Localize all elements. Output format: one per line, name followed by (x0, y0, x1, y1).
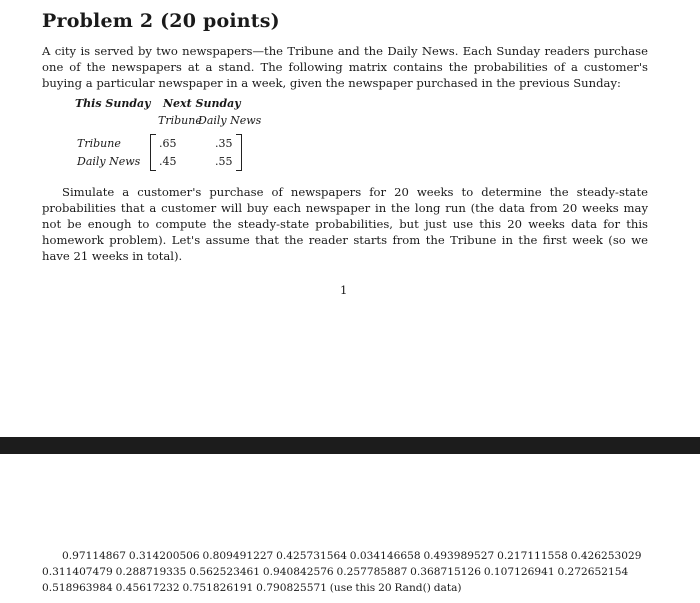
problem-intro: A city is served by two newspapers—the Tribune and the Daily News. Each Sunday readers purchase one of the newspapers at a stand. The following matrix contains the probabilities of a customer's buying a particular newspaper in a week, given the newspaper purchased in the previous Sunday: (42, 44, 648, 90)
problem-instructions: Simulate a customer's purchase of newspapers for 20 weeks to determine the steady-state probabilities that a customer will buy each newspaper in the long run (the data from 20 weeks may not be enough to compute the steady-state probabilities, but just use this 20 weeks data for this homework problem). Let's assume that the reader starts from the Tribune in the first week (so we have 21 weeks in total). (42, 185, 648, 263)
matrix-right-bracket (236, 134, 242, 171)
matrix-row-label-daily-news: Daily News (77, 155, 141, 168)
matrix-cell: .55 (215, 155, 233, 168)
matrix-cell: .45 (159, 155, 177, 168)
black-divider-bar (0, 437, 700, 454)
matrix-col-header: Next Sunday (163, 97, 241, 110)
matrix-cell: .35 (215, 137, 233, 150)
matrix-row-header: This Sunday (75, 97, 151, 110)
matrix-col-label-tribune: Tribune (158, 114, 202, 127)
matrix-cell: .65 (159, 137, 177, 150)
matrix-col-label-daily-news: Daily News (198, 114, 262, 127)
matrix-left-bracket (150, 134, 156, 171)
problem-title: Problem 2 (20 points) (42, 10, 280, 32)
transition-matrix (72, 97, 332, 177)
matrix-row-label-tribune: Tribune (77, 137, 121, 150)
page-number: 1 (340, 283, 348, 297)
random-data-text: 0.97114867 0.314200506 0.809491227 0.425731564 0.034146658 0.493989527 0.217111558 0.426253029 0.311407479 0.288719335 0.562523461 0.940842576 0.257785887 0.368715126 0.107126941 0.272652154 0.518963984 0.45617232 0.751826191 0.790825571 (use this 20 Rand() data) (42, 550, 642, 594)
